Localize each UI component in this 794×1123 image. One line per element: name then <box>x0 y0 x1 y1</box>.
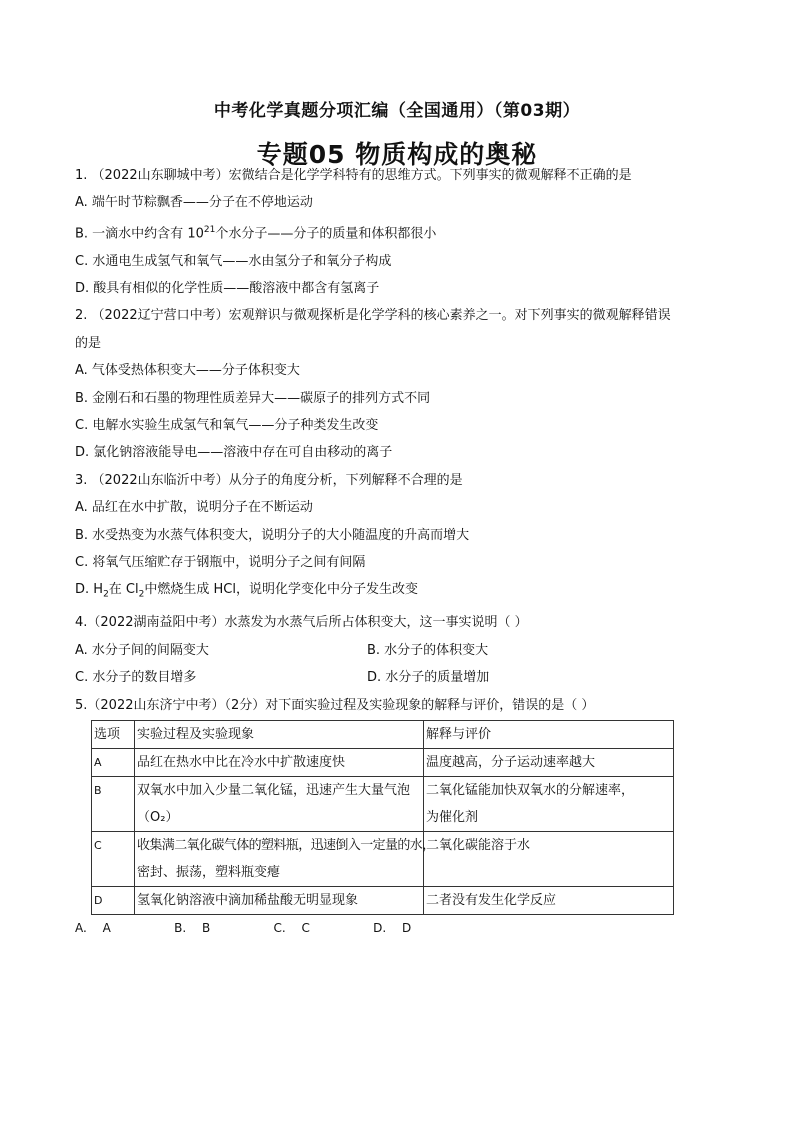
row-evaluation-line-2: 为催化剂 <box>426 810 479 826</box>
q3-d-sub1: 2 <box>103 590 109 601</box>
q1-stem: 1. （2022山东聊城中考）宏微结合是化学学科特有的思维方式。下列事实的微观解释不正确的是 <box>75 168 632 183</box>
q4-options-row-1 <box>75 637 725 664</box>
document-title: 中考化学真题分项汇编（全国通用）（第03期） <box>213 101 581 121</box>
q3-d-part2: 在 Cl <box>108 582 139 598</box>
q1-option-d: D. 酸具有相似的化学性质——酸溶液中都含有氢离子 <box>75 280 380 296</box>
row-option: B <box>92 777 135 832</box>
q2-option-d: D. 氯化钠溶液能导电——溶液中存在可自由移动的离子 <box>75 445 393 461</box>
row-option: C <box>92 832 135 887</box>
row-process <box>135 777 424 832</box>
header-evaluation: 解释与评价 <box>424 721 674 749</box>
header-option: 选项 <box>92 721 135 749</box>
q2-option-a: A. 气体受热体积变大——分子体积变大 <box>75 363 300 379</box>
row-evaluation: 二者没有发生化学反应 <box>424 887 674 915</box>
q3-option-b: B. 水受热变为水蒸气体积变大，说明分子的大小随温度的升高而增大 <box>75 527 470 543</box>
q5-answer-options: A. A B. B C. C D. D <box>75 921 412 936</box>
row-process-line-1: 收集满二氧化碳气体的塑料瓶，迅速倒入一定量的水， <box>137 838 435 854</box>
row-evaluation-line-1: 二氧化锰能加快双氧水的分解速率， <box>426 783 635 799</box>
q2-stem: 2. （2022辽宁营口中考）宏观辩识与微观探析是化学学科的核心素养之一。对下列事实的微观解释错误 <box>75 308 671 324</box>
q4-option-a: A. 水分子间的间隔变大 <box>75 642 209 658</box>
q3-option-d <box>75 576 725 609</box>
q3-option-a: A. 品红在水中扩散，说明分子在不断运动 <box>75 500 313 516</box>
row-process <box>135 832 435 887</box>
header-process: 实验过程及实验现象 <box>135 721 424 749</box>
q3-d-part1: D. H <box>75 582 104 598</box>
q4-stem: 4.（2022湖南益阳中考）水蒸发为水蒸气后所占体积变大，这一事实说明（ ） <box>75 615 528 631</box>
document-subtitle: 专题05 物质构成的奥秘 <box>256 140 538 169</box>
q1-option-b-post: 个水分子——分子的质量和体积都很小 <box>215 226 437 242</box>
question-list <box>75 162 725 941</box>
row-option: D <box>92 887 135 915</box>
q1-option-b <box>75 217 725 248</box>
row-evaluation: 温度越高，分子运动速率越大 <box>424 749 674 777</box>
q2-option-b: B. 金刚石和石墨的物理性质差异大——碳原子的排列方式不同 <box>75 390 431 406</box>
row-evaluation <box>424 777 674 832</box>
q1-option-b-exponent: 21 <box>203 224 216 235</box>
table-row <box>92 832 674 887</box>
q3-d-sub2: 2 <box>138 590 145 601</box>
row-process-line-2: （O₂） <box>137 810 179 826</box>
q1-option-a: A. 端午时节粽飘香——分子在不停地运动 <box>75 195 313 211</box>
table-header-row <box>92 721 674 749</box>
q1-option-b-pre: B. 一滴水中约含有 10 <box>75 226 204 242</box>
q3-option-c: C. 将氧气压缩贮存于钢瓶中，说明分子之间有间隔 <box>75 555 366 571</box>
q4-option-c: C. 水分子的数目增多 <box>75 670 197 686</box>
row-option: A <box>92 749 135 777</box>
row-process-line-1: 双氧水中加入少量二氧化锰，迅速产生大量气泡 <box>137 783 411 799</box>
q4-option-d: D. 水分子的质量增加 <box>367 670 490 686</box>
q2-stem-cont: 的是 <box>75 335 102 351</box>
q5-stem: 5.（2022山东济宁中考）（2分）对下面实验过程及实验现象的解释与评价，错误的是（ ） <box>75 697 595 713</box>
q4-option-b: B. 水分子的体积变大 <box>367 642 489 658</box>
table-row <box>92 749 674 777</box>
q3-d-part3: 中燃烧生成 HCl，说明化学变化中分子发生改变 <box>144 582 418 598</box>
row-process: 品红在热水中比在冷水中扩散速度快 <box>135 749 424 777</box>
row-process-line-2: 密封、振荡，塑料瓶变瘪 <box>137 865 281 881</box>
row-process: 氢氧化钠溶液中滴加稀盐酸无明显现象 <box>135 887 424 915</box>
row-evaluation: 二氧化碳能溶于水 <box>424 832 674 887</box>
q2-option-c: C. 电解水实验生成氢气和氧气——分子种类发生改变 <box>75 417 379 433</box>
table-row <box>92 777 674 832</box>
q1-option-c: C. 水通电生成氢气和氧气——水由氢分子和氧分子构成 <box>75 253 392 269</box>
table-row <box>92 887 674 915</box>
q5-table <box>91 720 674 915</box>
q3-stem: 3. （2022山东临沂中考）从分子的角度分析，下列解释不合理的是 <box>75 472 463 488</box>
q4-options-row-2 <box>75 664 725 691</box>
